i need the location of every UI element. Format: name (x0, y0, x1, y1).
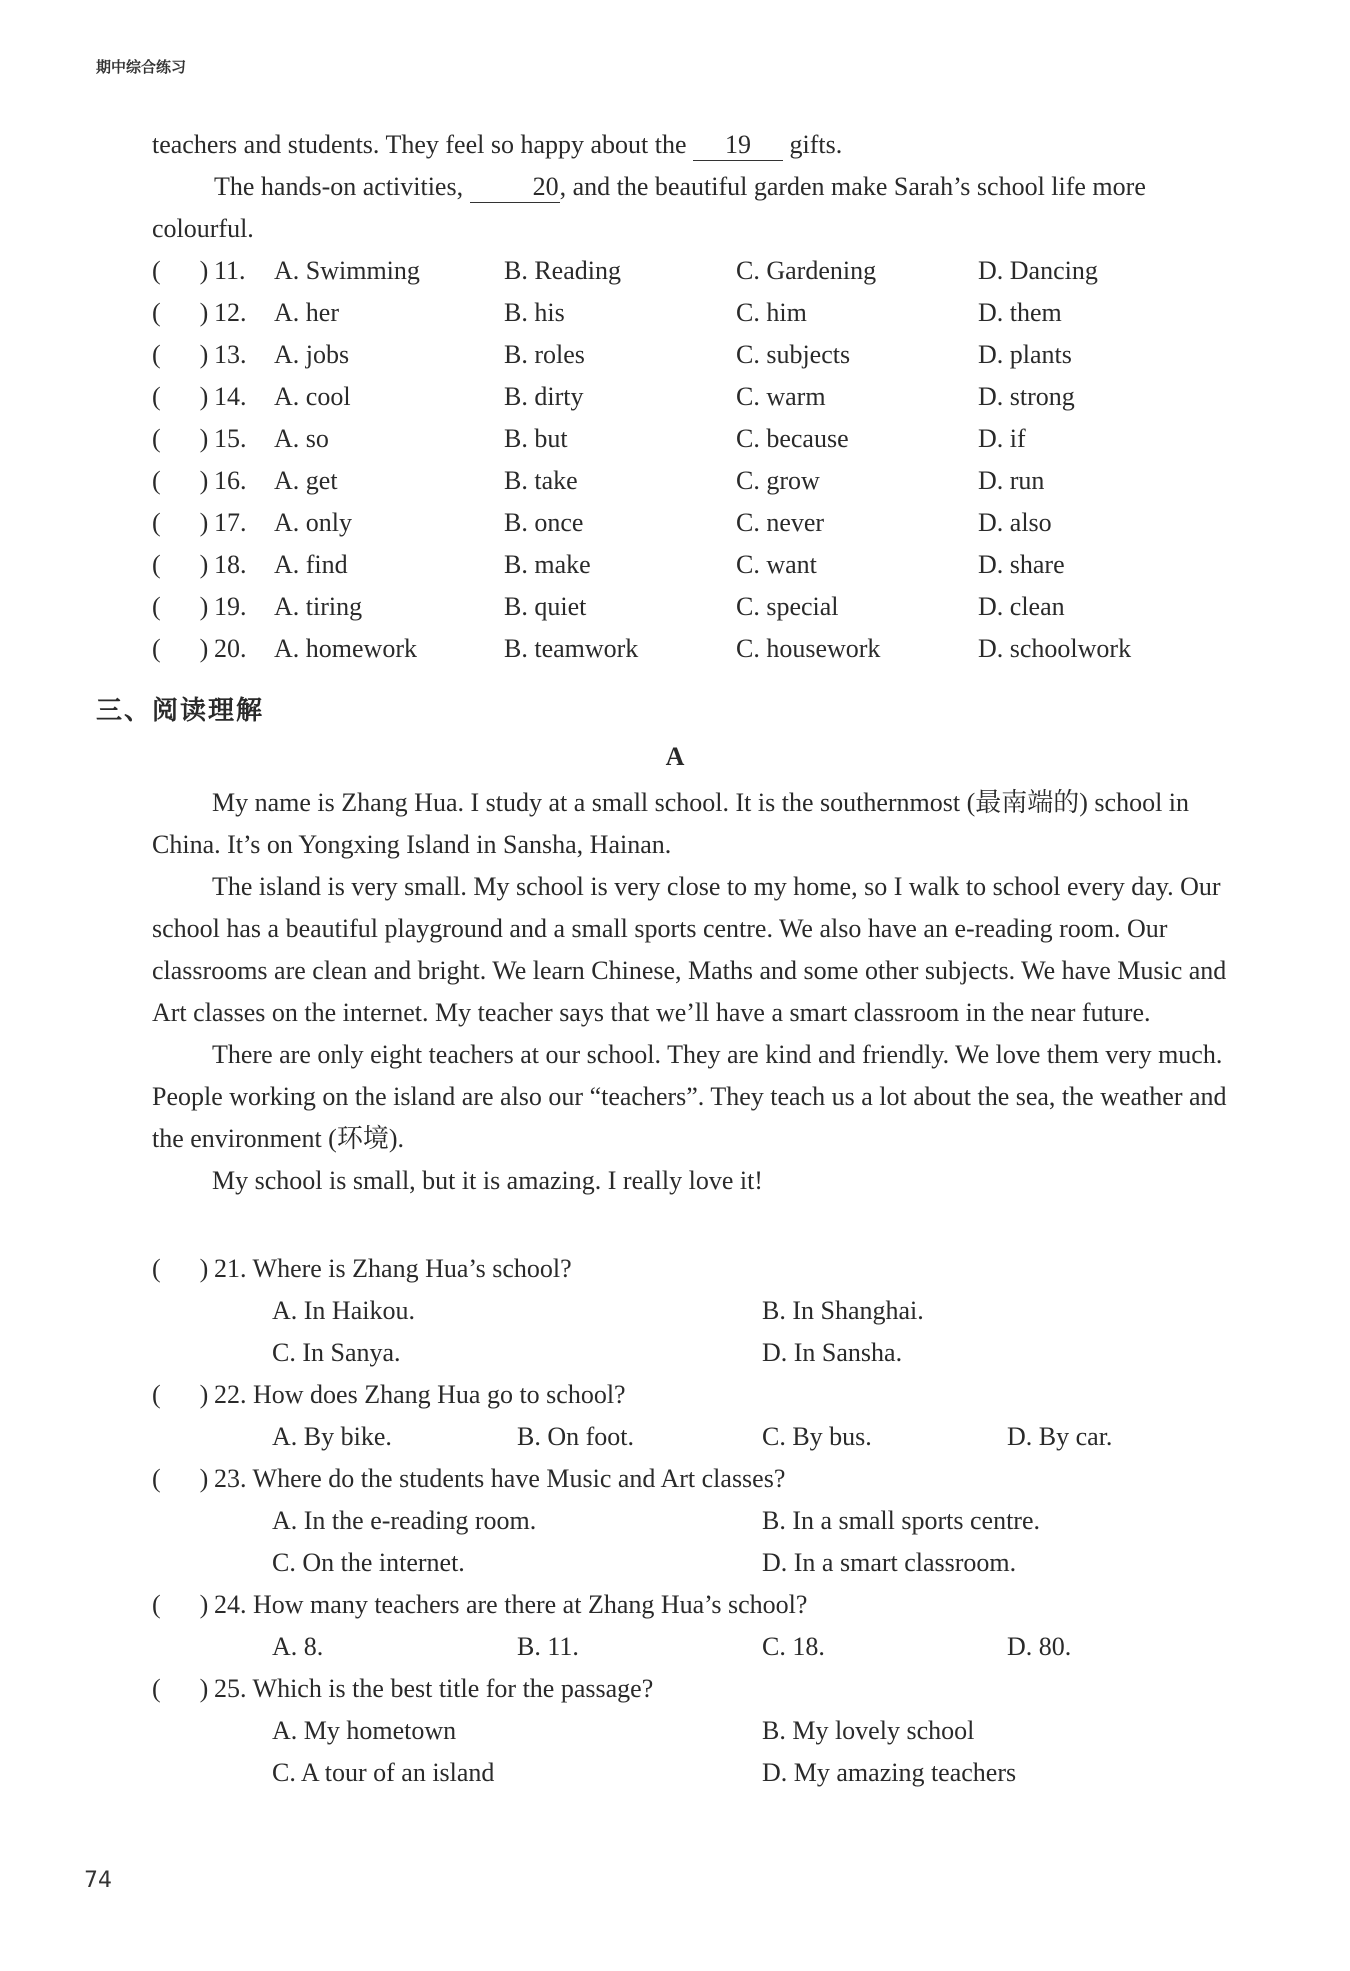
option-row (152, 292, 1252, 334)
option-row (152, 502, 1252, 544)
answer-choice: A. My hometown (272, 1716, 457, 1745)
cloze-text: gifts. (789, 130, 843, 159)
option-row (152, 418, 1252, 460)
option-row (152, 544, 1252, 586)
choice-c: C. warm (736, 382, 826, 411)
choice-c: C. housework (736, 634, 881, 663)
question-text: 23. Where do the students have Music and Art classes? (214, 1464, 786, 1493)
cloze-text: , and the beautiful garden make Sarah’s school life more (559, 172, 1146, 201)
option-row (152, 250, 1252, 292)
question-number: 15. (214, 424, 247, 453)
answer-choice: A. 8. (272, 1632, 324, 1661)
passage-paragraph: My name is Zhang Hua. I study at a small school. It is the southernmost (最南端的) school in China. It’s on Yongxing Island in Sansha, Hainan. (152, 788, 1190, 859)
choice-c: C. never (736, 508, 825, 537)
answer-choice: B. In a small sports centre. (762, 1506, 1040, 1535)
choice-a: A. cool (274, 382, 351, 411)
choice-b: B. quiet (504, 592, 587, 621)
answer-choice: C. By bus. (762, 1422, 872, 1451)
question-number: 13. (214, 340, 247, 369)
answer-choice: A. In Haikou. (272, 1296, 415, 1325)
running-header: 期中综合练习 (96, 58, 187, 76)
choice-d: D. plants (978, 340, 1072, 369)
choice-d: D. also (978, 508, 1052, 537)
choice-line (152, 1752, 1252, 1794)
answer-choice: C. A tour of an island (272, 1758, 495, 1787)
question-row (152, 1248, 1252, 1290)
answer-choice: D. 80. (1007, 1632, 1072, 1661)
choice-a: A. her (274, 298, 339, 327)
answer-blank[interactable]: ( ) (152, 256, 209, 285)
choice-a: A. jobs (274, 340, 350, 369)
choice-c: C. Gardening (736, 256, 877, 285)
cloze-blank-20: 20 (470, 172, 560, 203)
answer-blank[interactable]: ( ) (152, 1380, 209, 1409)
choice-c: C. subjects (736, 340, 851, 369)
choice-line (152, 1500, 1252, 1542)
cloze-line-2 (152, 166, 1232, 208)
answer-choice: D. In Sansha. (762, 1338, 903, 1367)
cloze-text: The hands-on activities, (214, 172, 464, 201)
choice-b: B. teamwork (504, 634, 639, 663)
answer-blank[interactable]: ( ) (152, 1254, 209, 1283)
option-row (152, 334, 1252, 376)
choice-line (152, 1290, 1252, 1332)
option-row (152, 376, 1252, 418)
answer-choice: A. In the e-reading room. (272, 1506, 537, 1535)
choice-c: C. because (736, 424, 849, 453)
choice-d: D. if (978, 424, 1026, 453)
choice-c: C. grow (736, 466, 820, 495)
answer-blank[interactable]: ( ) (152, 1590, 209, 1619)
answer-blank[interactable]: ( ) (152, 1674, 209, 1703)
answer-blank[interactable]: ( ) (152, 592, 209, 621)
choice-d: D. run (978, 466, 1045, 495)
choice-d: D. share (978, 550, 1065, 579)
answer-choice: C. In Sanya. (272, 1338, 401, 1367)
choice-line (152, 1332, 1252, 1374)
choice-a: A. get (274, 466, 338, 495)
choice-d: D. them (978, 298, 1062, 327)
question-number: 11. (214, 256, 246, 285)
choice-line (152, 1542, 1252, 1584)
question-number: 12. (214, 298, 247, 327)
choice-b: B. take (504, 466, 578, 495)
page-number: 74 (84, 1868, 112, 1893)
choice-c: C. special (736, 592, 839, 621)
cloze-blank-19: 19 (693, 130, 783, 161)
choice-line (152, 1626, 1252, 1668)
answer-choice: C. 18. (762, 1632, 825, 1661)
choice-line (152, 1710, 1252, 1752)
question-number: 19. (214, 592, 247, 621)
answer-blank[interactable]: ( ) (152, 634, 209, 663)
answer-blank[interactable]: ( ) (152, 550, 209, 579)
question-row (152, 1458, 1252, 1500)
question-number: 18. (214, 550, 247, 579)
answer-blank[interactable]: ( ) (152, 466, 209, 495)
passage-paragraph: The island is very small. My school is very close to my home, so I walk to school every day. Our school has a beautiful playground and a small sports centre. We also have an e-reading room. Our classrooms are clean and bright. We learn Chinese, Maths and some other subjects. We have Music and Art classes on the internet. My teacher says that we’ll have a smart classroom in the near future. (152, 872, 1227, 1027)
answer-choice: B. My lovely school (762, 1716, 975, 1745)
choice-b: B. make (504, 550, 591, 579)
question-number: 20. (214, 634, 247, 663)
reading-passage (152, 782, 1232, 1202)
choice-b: B. dirty (504, 382, 584, 411)
choice-line (152, 1416, 1252, 1458)
cloze-options-list (152, 250, 1252, 670)
answer-blank[interactable]: ( ) (152, 508, 209, 537)
answer-choice: B. On foot. (517, 1422, 634, 1451)
answer-choice: A. By bike. (272, 1422, 392, 1451)
passage-label: A (665, 742, 685, 771)
choice-a: A. homework (274, 634, 417, 663)
option-row (152, 586, 1252, 628)
choice-d: D. strong (978, 382, 1075, 411)
choice-c: C. want (736, 550, 817, 579)
option-row (152, 628, 1252, 670)
question-number: 16. (214, 466, 247, 495)
passage-paragraph: My school is small, but it is amazing. I really love it! (212, 1166, 763, 1195)
answer-choice: D. My amazing teachers (762, 1758, 1017, 1787)
answer-blank[interactable]: ( ) (152, 298, 209, 327)
choice-b: B. his (504, 298, 565, 327)
answer-choice: B. 11. (517, 1632, 579, 1661)
question-row (152, 1668, 1252, 1710)
section-heading: 三、阅读理解 (96, 696, 265, 726)
choice-a: A. Swimming (274, 256, 420, 285)
answer-choice: C. On the internet. (272, 1548, 465, 1577)
answer-blank[interactable]: ( ) (152, 1464, 209, 1493)
question-text: 24. How many teachers are there at Zhang Hua’s school? (214, 1590, 808, 1619)
choice-d: D. clean (978, 592, 1065, 621)
choice-b: B. Reading (504, 256, 621, 285)
passage-paragraph: There are only eight teachers at our school. They are kind and friendly. We love them very much. People working on the island are also our “teachers”. They teach us a lot about the sea, the weather and the environment (环境). (152, 1040, 1227, 1153)
question-text: 21. Where is Zhang Hua’s school? (214, 1254, 572, 1283)
question-number: 14. (214, 382, 247, 411)
question-row (152, 1584, 1252, 1626)
cloze-line-1 (152, 124, 1232, 166)
answer-blank[interactable]: ( ) (152, 340, 209, 369)
option-row (152, 460, 1252, 502)
question-text: 22. How does Zhang Hua go to school? (214, 1380, 626, 1409)
choice-d: D. schoolwork (978, 634, 1132, 663)
choice-d: D. Dancing (978, 256, 1098, 285)
choice-b: B. but (504, 424, 568, 453)
answer-choice: D. In a smart classroom. (762, 1548, 1017, 1577)
answer-blank[interactable]: ( ) (152, 382, 209, 411)
answer-choice: B. In Shanghai. (762, 1296, 924, 1325)
cloze-line-3: colourful. (152, 214, 254, 243)
choice-a: A. only (274, 508, 352, 537)
reading-questions (152, 1248, 1252, 1794)
choice-c: C. him (736, 298, 807, 327)
question-number: 17. (214, 508, 247, 537)
choice-a: A. find (274, 550, 348, 579)
choice-b: B. once (504, 508, 584, 537)
choice-a: A. so (274, 424, 329, 453)
question-text: 25. Which is the best title for the passage? (214, 1674, 654, 1703)
choice-a: A. tiring (274, 592, 363, 621)
choice-b: B. roles (504, 340, 585, 369)
answer-blank[interactable]: ( ) (152, 424, 209, 453)
answer-choice: D. By car. (1007, 1422, 1113, 1451)
question-row (152, 1374, 1252, 1416)
cloze-text: teachers and students. They feel so happy about the (152, 130, 687, 159)
